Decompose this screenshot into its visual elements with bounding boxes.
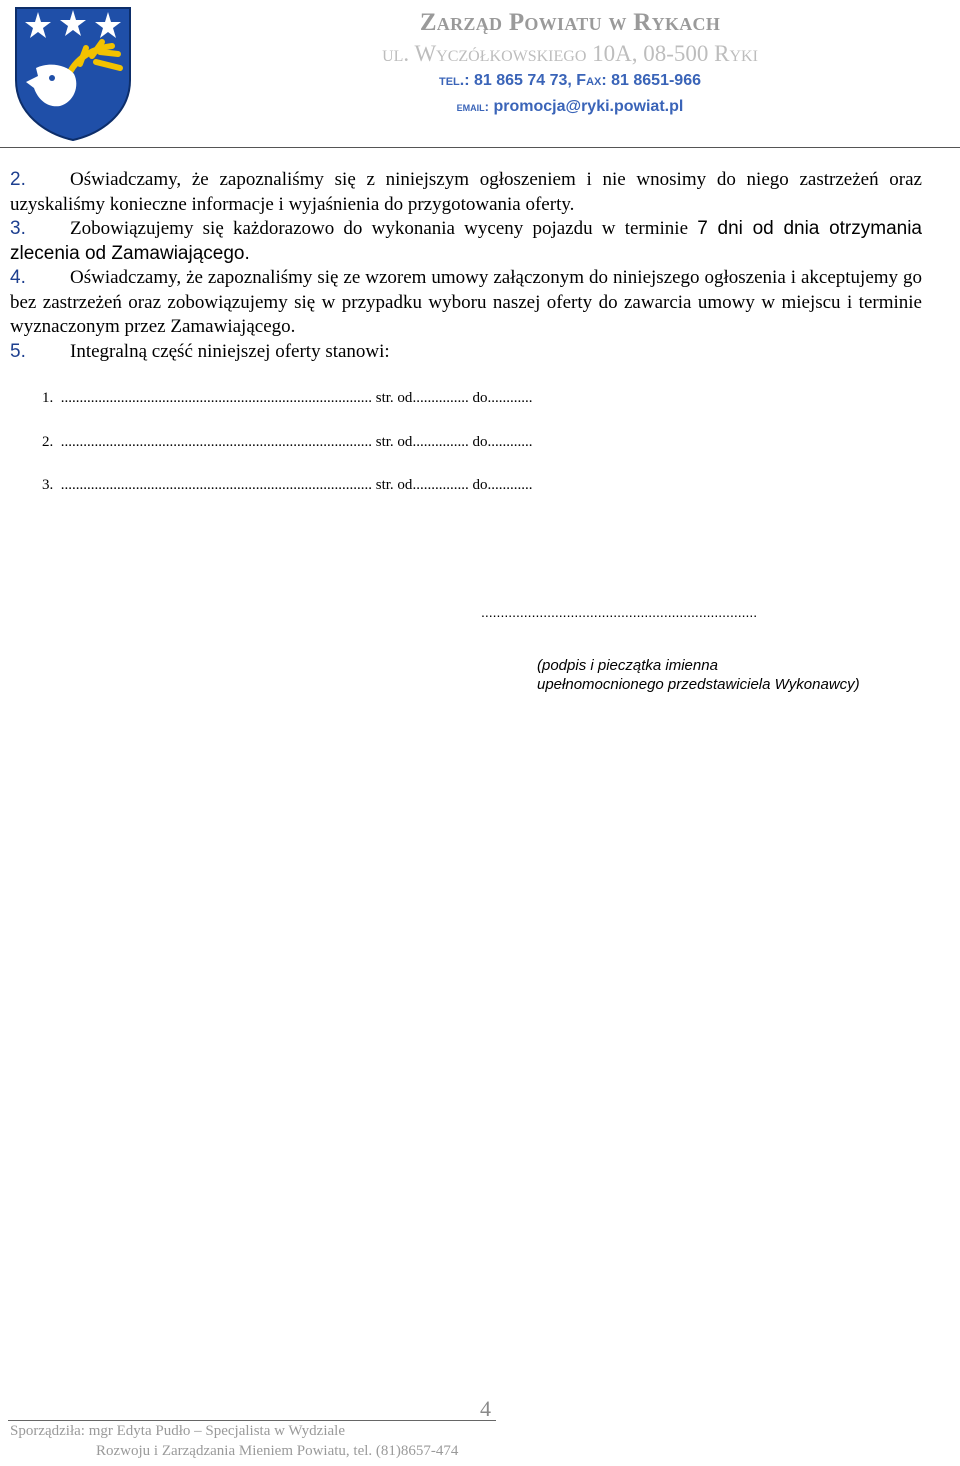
footer-author-line: Sporządziła: mgr Edyta Pudło – Specjalista w Wydziale: [10, 1423, 345, 1439]
attachment-to-blank: ............: [487, 390, 533, 406]
signature-caption-line-2: upełnomocnionego przedstawiciela Wykonawcy): [537, 676, 860, 693]
org-phone-fax: tel.: 81 865 74 73, Fax: 81 8651-966: [439, 72, 701, 89]
declaration-body: [10, 168, 922, 364]
signature-caption: [537, 656, 860, 694]
signature-blank: .......................................................................: [481, 604, 758, 620]
attachment-number: 1.: [42, 390, 54, 406]
coat-of-arms-logo: [8, 2, 138, 142]
item-number: 4.: [10, 267, 26, 288]
item-text: Integralną część niniejszej oferty stanowi:: [70, 340, 390, 362]
item-text: Oświadczamy, że zapoznaliśmy się ze wzorem umowy załączonym do niniejszego ogłoszenia i akceptujemy go bez zastrzeżeń oraz zobowiązujemy się w przypadku wyboru naszej oferty do zawarcia umowy w miejscu i terminie wyznaczonym przez Zamawiającego.: [10, 267, 922, 337]
page-number: 4: [480, 1396, 491, 1421]
attachment-to-blank: ............: [487, 434, 533, 450]
attachment-from-blank: ...............: [412, 434, 469, 450]
attachment-str-label: str. od: [372, 390, 413, 406]
item-number: 2.: [10, 169, 26, 190]
item-number: 5.: [10, 340, 26, 362]
item-2: [10, 168, 922, 217]
item-text: Oświadczamy, że zapoznaliśmy się z niniejszym ogłoszeniem i nie wnosimy do niego zastrzeżeń oraz uzyskaliśmy konieczne informacje i wyjaśnienia do przygotowania oferty.: [10, 169, 922, 215]
org-name: Zarząd Powiatu w Rykach: [419, 9, 721, 36]
item-5: [10, 340, 922, 365]
item-text-sans: 7 dni od dnia otrzymania zlecenia od Zamawiającego.: [10, 218, 923, 264]
attachment-str-label: str. od: [372, 477, 413, 493]
footer-department-line: Rozwoju i Zarządzania Mieniem Powiatu, tel. (81)8657-474: [96, 1443, 459, 1459]
attachment-line: [42, 477, 532, 494]
attachment-from-blank: ...............: [412, 477, 469, 493]
attachment-to-blank: ............: [487, 477, 533, 493]
attachment-to-label: do: [468, 477, 488, 493]
org-email-line: [220, 94, 920, 120]
signature-caption-line-1: (podpis i pieczątka imienna: [537, 657, 718, 674]
attachment-to-label: do: [468, 390, 488, 406]
letterhead: [220, 0, 920, 120]
email-label: email:: [456, 99, 489, 114]
attachment-line: [42, 390, 532, 407]
attachment-line: [42, 434, 532, 451]
header-divider: [0, 147, 960, 148]
item-text: Zobowiązujemy się każdorazowo do wykonania wyceny pojazdu w terminie: [70, 218, 698, 239]
org-email[interactable]: promocja@ryki.powiat.pl: [493, 98, 684, 115]
item-4: [10, 266, 922, 340]
org-address: ul. Wyczółkowskiego 10A, 08-500 Ryki: [382, 41, 758, 66]
attachment-blank: ...................................................................................: [60, 390, 372, 406]
attachment-blank: ...................................................................................: [60, 434, 372, 450]
item-number: 3.: [10, 218, 26, 239]
attachment-to-label: do: [468, 434, 488, 450]
attachment-str-label: str. od: [372, 434, 413, 450]
attachment-number: 2.: [42, 434, 54, 450]
item-3: [10, 217, 922, 266]
attachment-number: 3.: [42, 477, 54, 493]
attachment-from-blank: ...............: [412, 390, 469, 406]
footer-divider: [8, 1420, 496, 1421]
attachment-blank: ...................................................................................: [60, 477, 372, 493]
